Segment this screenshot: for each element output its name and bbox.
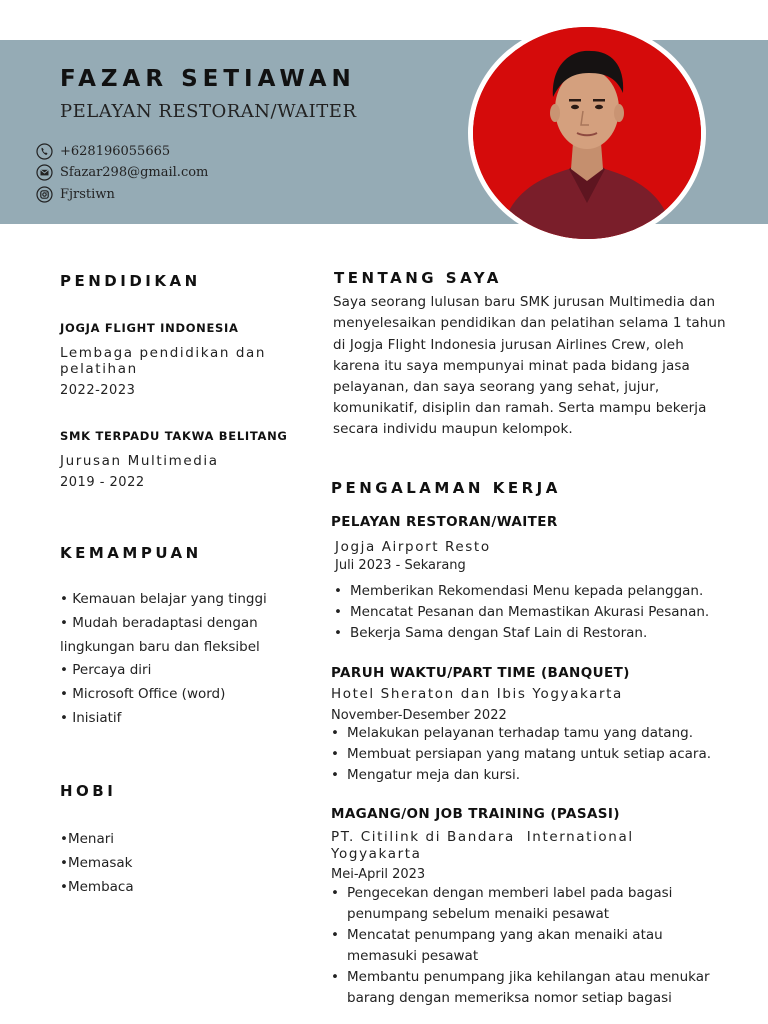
profile-photo: [473, 27, 701, 239]
job-duty: • Memberikan Rekomendasi Menu kepada pelanggan.: [350, 583, 703, 599]
about-line: di Jogja Flight Indonesia jurusan Airlines Crew, oleh: [333, 337, 684, 353]
skill-line: • Inisiatif: [60, 710, 122, 726]
job-title: PELAYAN RESTORAN/WAITER: [331, 514, 558, 530]
hobby-item: •Membaca: [60, 879, 134, 895]
about-line: menyelesaikan pendidikan dan pelatihan selama 1 tahun: [333, 315, 726, 331]
candidate-role: PELAYAN RESTORAN/WAITER: [60, 101, 357, 122]
skill-line: • Percaya diri: [60, 662, 152, 678]
skill-line: • Mudah beradaptasi dengan: [60, 615, 258, 631]
education-desc: Jurusan Multimedia: [60, 453, 219, 469]
about-title: TENTANG SAYA: [334, 269, 502, 287]
about-line: komunikatif, disiplin dan ramah. Serta mampu bekerja: [333, 400, 707, 416]
hobby-item: •Memasak: [60, 855, 133, 871]
education-years: 2022-2023: [60, 383, 136, 398]
phone-icon: [36, 143, 53, 160]
job-company: PT. Citilink di Bandara International: [331, 829, 634, 845]
job-duty: • Membuat persiapan yang matang untuk setiap acara.: [347, 746, 711, 762]
instagram-handle: Fjrstiwn: [60, 186, 115, 202]
about-line: Saya seorang lulusan baru SMK jurusan Multimedia dan: [333, 294, 716, 310]
job-duty: • Melakukan pelayanan terhadap tamu yang datang.: [347, 725, 693, 741]
education-desc: Lembaga pendidikan dan pelatihan: [60, 345, 267, 377]
job-duty: • Mengatur meja dan kursi.: [347, 767, 520, 783]
job-title: MAGANG/ON JOB TRAINING (PASASI): [331, 806, 620, 822]
instagram-icon: [36, 186, 53, 203]
hobbies-title: HOBI: [60, 782, 117, 800]
skill-line: lingkungan baru dan fleksibel: [60, 639, 260, 655]
contact-email: [36, 162, 208, 182]
job-company: Jogja Airport Resto: [335, 539, 491, 555]
job-period: Mei-April 2023: [331, 867, 426, 882]
job-duty: • Membantu penumpang jika kehilangan atau menukar: [347, 969, 710, 985]
candidate-name: FAZAR SETIAWAN: [60, 66, 356, 92]
education-title: PENDIDIKAN: [60, 272, 201, 290]
job-title: PARUH WAKTU/PART TIME (BANQUET): [331, 665, 630, 681]
education-school: JOGJA FLIGHT INDONESIA: [60, 321, 239, 335]
education-school: SMK TERPADU TAKWA BELITANG: [60, 429, 288, 443]
job-duty-continued: memasuki pesawat: [347, 948, 479, 964]
job-period: November-Desember 2022: [331, 708, 507, 723]
skill-line: • Microsoft Office (word): [60, 686, 226, 702]
job-company: Yogyakarta: [331, 846, 422, 862]
about-line: pelayanan, dan saya seorang yang sehat, jujur,: [333, 379, 660, 395]
job-company: Hotel Sheraton dan Ibis Yogyakarta: [331, 686, 623, 702]
job-duty: • Pengecekan dengan memberi label pada bagasi: [347, 885, 672, 901]
job-duty-continued: penumpang sebelum menaiki pesawat: [347, 906, 610, 922]
job-duty-continued: barang dengan memeriksa nomor setiap bagasi: [347, 990, 672, 1006]
job-duty: • Mencatat Pesanan dan Memastikan Akurasi Pesanan.: [350, 604, 709, 620]
phone-number: +628196055665: [60, 143, 171, 159]
job-duty: • Mencatat penumpang yang akan menaiki atau: [347, 927, 663, 943]
email-address: Sfazar298@gmail.com: [60, 164, 209, 180]
job-duty: • Bekerja Sama dengan Staf Lain di Restoran.: [350, 625, 647, 641]
skill-line: • Kemauan belajar yang tinggi: [60, 591, 267, 607]
contact-instagram: [36, 184, 115, 204]
skills-title: KEMAMPUAN: [60, 544, 202, 562]
experience-title: PENGALAMAN KERJA: [331, 479, 561, 497]
about-line: secara individu maupun kelompok.: [333, 421, 573, 437]
mail-icon: [36, 164, 53, 181]
hobby-item: •Menari: [60, 831, 115, 847]
job-period: Juli 2023 - Sekarang: [335, 558, 466, 573]
about-line: karena itu saya mempunyai minat pada bidang jasa: [333, 358, 690, 374]
education-years: 2019 - 2022: [60, 475, 145, 490]
contact-phone: [36, 141, 170, 161]
